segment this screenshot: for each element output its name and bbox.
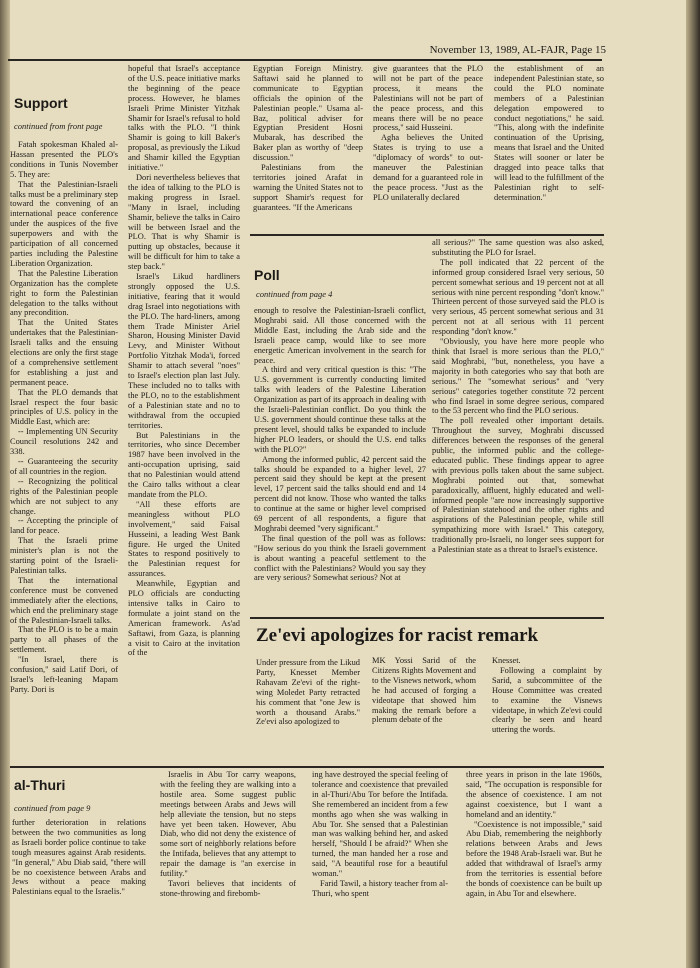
zevi-column-1 (256, 658, 360, 762)
paragraph: Meanwhile, Egyptian and PLO officials are conducting intensive talks in Cairo to formulate a joint stand on the American framework. As'ad Saftawi, from Gaza, is planning a visit to Cairo at the invitation of the (128, 579, 240, 658)
paragraph: -- Accepting the principle of land for peace. (10, 516, 118, 536)
paragraph: That the Palestine Liberation Organization has the complete right to form the Palestinian delegation to the talks without any precondition. (10, 268, 118, 318)
paragraph: Knesset. (492, 656, 521, 665)
paragraph: A third and very critical question is this: "The U.S. government is currently conducting limited talks with leaders of the Palestine Liberation Organization as part of its approach in dealing with the Israeli-Palestinian conflict. Do you think the U.S. government should continue these talks at the present level, should talks be expanded to include higher PLO leaders, or should the U.S. end talks with the PLO?" (254, 365, 426, 454)
paragraph: all serious?" The same question was also asked, substituting the PLO for Israel. (432, 238, 604, 257)
support-column-3 (253, 64, 363, 230)
paragraph: The final question of the poll was as follows: "How serious do you think the Israeli government is about wanting a peaceful settlement to the conflict with the Palestinians? Would you say they are very serious? Somewhat serious? Not at (254, 533, 426, 583)
paragraph: "Obviously, you have here more people who think that Israel is more serious than the PLO," said Moghrabi, "but, nonetheless, you have a majority in both categories who say that both are serious." The "somewhat serious" and "very serious" categories together constitute 72 percent who find Israel in some degree serious, compared to the 53 percent who find the PLO serious. (432, 337, 604, 416)
paragraph: Israelis in Abu Tor carry weapons, with the feeling they are walking into a hostile area. Some suggest public meetings between Arabs and Jews will help alleviate the tension, but no steps have yet been taken. However, Abu Diab, who did not deny the existence of some sort of neighborly relations before the Intifada, believes that any attempt to repair the damage is "an exercise in futility." (160, 770, 296, 879)
thuri-column-1 (12, 818, 146, 924)
paragraph: That the PLO is to be a main party to all phases of the settlement. (10, 625, 118, 655)
paragraph: -- Recognizing the political rights of the Palestinian people which are not subject to any change. (10, 476, 118, 516)
paragraph: MK Yossi Sarid of the Citizens Rights Movement and to the Visnews network, whom he had accused of forging a videotape that showed him making the remark before a plenum debate of the (372, 656, 476, 725)
poll-column-2 (432, 238, 604, 614)
paragraph: Israel's Likud hardliners strongly opposed the U.S. initiative, fearing that it would drag Israel into negotiations with the PLO. The hard-liners, among them Trade Minister Ariel Sharon, Housing Minister David Levy, and Minister Without Portfolio Yitzhak Moda'i, forced Shamir to attach several "noes" to Israel's election plan last July. These included no to talks with the PLO, no to the establishment of a Palestinian state and no to withdrawal from the occupied territories. (128, 272, 240, 430)
paragraph: -- Implementing UN Security Council resolutions 242 and 338. (10, 427, 118, 457)
paragraph: Egyptian Foreign Ministry. Saftawi said he planned to communicate to Egyptian officials the opinion of the Palestinian people." Usama al-Baz, political adviser for Egyptian President Hosni Mubarak, has described the Baker plan as worthy of "deep discussion." (253, 64, 363, 163)
support-column-5 (494, 64, 604, 230)
poll-title: Poll (254, 267, 280, 283)
thuri-column-3 (312, 770, 448, 924)
paragraph: Farid Tawil, a history teacher from al-Thuri, who spent (312, 878, 448, 898)
paragraph: Dori nevertheless believes that the idea of talking to the PLO is making progress in Israel. "Many in Israel, including Shamir, believe the talks in Cairo will be between Israel and the PLO. That is why Shamir is putting up obstacles, because it will be difficult for him to take a step back." (128, 172, 240, 272)
thuri-column-2 (160, 770, 296, 924)
zevi-headline: Ze'evi apologizes for racist remark (256, 625, 539, 646)
header-rule (8, 59, 602, 61)
paragraph: -- Guaranteeing the security of all countries in the region. (10, 457, 118, 476)
support-title: Support (14, 95, 68, 111)
paragraph: That the Israeli prime minister's plan is not the starting point of the Israeli-Palestinian talks. (10, 536, 118, 575)
page-header: November 13, 1989, AL-FAJR, Page 15 (429, 44, 606, 56)
poll-column-1 (254, 306, 426, 614)
paragraph: the establishment of an independent Palestinian state, so could the PLO nominate members of a Palestinian delegation empowered to conduct negotiations," he said. "This, along with the indefinite continuation of the Uprising, means that Israel and the United States will sooner or later be dragged into peace talks that will lead to the fulfillment of the Palestinian right to self-determination." (494, 64, 604, 202)
thuri-top-rule (10, 766, 604, 768)
paragraph: ing have destroyed the special feeling of tolerance and coexistence that prevailed in al-Thuri/Abu Tor before the Intifada. She remembered an incident from a few months ago when she was walking in Abu Tor. She sensed that a Palestinian man was walking behind her, and asked herself, "Should I be afraid?" When she turned, the man handed her a rose and said, "A beautiful rose for a beautiful woman." (312, 770, 448, 879)
zevi-column-3 (492, 656, 602, 762)
thuri-title: al-Thuri (14, 777, 66, 793)
paragraph: give guarantees that the PLO will not be part of the peace process, it means the Palestinians will not be part of the peace process, and this means there will be no peace process," said Husseini. (373, 64, 483, 133)
paragraph: The poll indicated that 22 percent of the informed group considered Israel very serious, 50 percent somewhat serious and 19 percent not at all serious with nine percent responding "don't know." Thirteen percent of those surveyed said the PLO is very serious, 45 percent somewhat serious and 31 percent not at all serious with 11 percent responding "don't know." (432, 257, 604, 337)
paragraph: three years in prison in the late 1960s, said, "The occupation is responsible for the absence of coexistence. I am not against coexistence, but I want a homeland and an identity." (466, 770, 602, 819)
zevi-column-2 (372, 656, 476, 762)
zevi-top-rule (250, 617, 604, 619)
paragraph: "Coexistence is not impossible," said Abu Diab, remembering the neighborly relations between Arabs and Jews before the 1948 Arab-Israeli war. But he added that withdrawal of Israel's army from the territories is essential before the bonds of coexistence can be built up again, in Abu Tor and elsewhere. (466, 819, 602, 898)
paragraph: Agha believes the United States is trying to use a "diplomacy of words" to out-maneuver the Palestinian demand for a guaranteed role in the peace process. "Just as the PLO unilaterally declared (373, 133, 483, 202)
thuri-continued: continued from page 9 (14, 803, 91, 813)
paragraph: That the PLO demands that Israel respect the four basic principles of U.S. policy in the Middle East, which are: (10, 387, 118, 427)
paragraph: Following a complaint by Sarid, a subcommittee of the House Committee was created to examine the Visnews videotape, in which Ze'evi could clearly be seen and heard uttering the words. (492, 665, 602, 735)
paragraph: That the United States undertakes that the Palestinian-Israeli talks and the ensuing elections are only the first stage of a comprehensive settlement for establishing a just and permanent peace. (10, 318, 118, 387)
poll-continued: continued from page 4 (256, 289, 333, 299)
paragraph: "In Israel, there is confusion," said Latif Dori, of Israel's left-leaning Mapam Party. Dori is (10, 655, 118, 694)
thuri-column-4 (466, 770, 602, 924)
paragraph: Palestinians from the territories joined Arafat in warning the United States not to support Shamir's request for guarantees. "If the Americans (253, 163, 363, 212)
support-column-4 (373, 64, 483, 230)
paragraph: Tavori believes that incidents of stone-throwing and firebomb- (160, 878, 296, 898)
scan-left-edge (0, 0, 10, 968)
paragraph: Fatah spokesman Khaled al-Hassan presented the PLO's conditions in Tunis November 5. They are: (10, 140, 118, 179)
paragraph: Among the informed public, 42 percent said the talks should be expanded to a higher level, 27 percent said they should be kept at the present level, 17 percent said the talks should end and 14 percent did not know. Those who wanted the talks to continue at the same or higher level comprised 69 percent of all respondents, a figure that Moghrabi deemed "very significant." (254, 454, 426, 533)
paragraph: Under pressure from the Likud Party, Knesset Member Rahavam Ze'evi of the right-wing Moledet Party retracted his comment that "one Jew is worth a thousand Arabs." Ze'evi also apologized to (256, 658, 360, 727)
paragraph: hopeful that Israel's acceptance of the U.S. peace initiative marks the beginning of the peace process. However, he blames Israeli Prime Minister Yitzhak Shamir for Israel's refusal to hold talks with the PLO. "I think Shamir is going to kill Baker's proposal, as previously the Likud and Shamir killed the Egyptian initiative." (128, 64, 240, 173)
support-column-2 (128, 64, 240, 760)
support-column-1 (10, 140, 118, 760)
support-continued: continued from front page (14, 121, 103, 131)
paragraph: The poll revealed other important details. Throughout the survey, Moghrabi discussed differences between the responses of the general public, the informed public and the college-educated public. These findings appear to agree with previous polls taken about the same subject. Moghrabi pointed out that, somewhat paradoxically, affluent, highly educated and well-informed people "are now increasingly supportive of Palestinian statehood and the other rights and aspirations of the Palestinian people, while still sympathizing more with Israel." This category, traditionally pro-Israeli, no longer sees support for a Palestinian state as a threat to Israel's existence. (432, 416, 604, 555)
scan-right-edge (686, 0, 700, 968)
paragraph: further deterioration in relations between the two communities as long as Israeli border police continue to take tough measures against Arab residents. "In general," Abu Diab said, "there will be no coexistence between Arabs and Jews without a peace making Palestinians equal to the Israelis." (12, 818, 146, 897)
paragraph: That the international conference must be convened immediately after the elections, which end the preliminary stage of the Palestinian-Israeli talks. (10, 575, 118, 625)
paragraph: enough to resolve the Palestinian-Israeli conflict, Moghrabi said. All those concerned with the Middle East, including the Arab side and the Israeli peace camp, would like to see more energetic American involvement in the search for peace. (254, 306, 426, 365)
poll-top-rule (250, 234, 604, 236)
paragraph: That the Palestinian-Israeli talks must be a preliminary step toward the convening of an international peace conference under the auspices of the five superpowers and with the participation of all concerned parties including the Palestine Liberation Organization. (10, 179, 118, 268)
paragraph: But Palestinians in the territories, who since December 1987 have been involved in the anti-occupation uprising, said that no Palestinian would attend the Cairo talks without a clear mandate from the PLO. (128, 430, 240, 499)
paragraph: "All these efforts are meaningless without PLO involvement," said Faisal Husseini, a leading West Bank figure. He urged the United States to respond positively to the Palestinian request for assurances. (128, 499, 240, 579)
